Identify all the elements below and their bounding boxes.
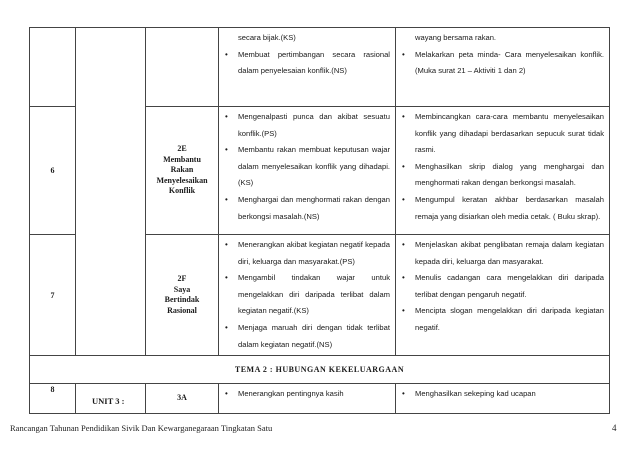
list-item: • Melakarkan peta minda- Cara menyelesaikan konflik. (Muka surat 21 – Aktiviti 1 dan 2) (401, 47, 604, 80)
bullet-icon: • (402, 49, 405, 59)
bullet-icon: • (402, 161, 405, 171)
bullet-icon: • (225, 194, 228, 204)
week-cell: 7 (30, 235, 76, 356)
list-item: • Menghargai dan menghormati rakan dengan berkongsi masalah.(NS) (224, 192, 390, 225)
bullet-icon: • (402, 112, 405, 121)
list-item: • Mengumpul keratan akhbar berdasarkan masalah remaja yang disiarkan oleh media cetak. ( Buku skrap). (401, 192, 604, 225)
week-cell: 8 (30, 384, 76, 414)
list-item: wayang bersama rakan. (415, 33, 497, 42)
bullet-icon: • (225, 112, 228, 121)
activity-cell (396, 235, 610, 356)
unit-cell (76, 28, 146, 356)
list-item: secara bijak.(KS) (238, 33, 296, 42)
bullet-icon: • (225, 389, 228, 399)
bullet-icon: • (402, 194, 405, 204)
bullet-icon: • (225, 49, 228, 59)
activity-cell (396, 384, 610, 414)
outcome-cell (219, 384, 396, 414)
table-row (30, 384, 610, 414)
bullet-icon: • (402, 240, 405, 249)
bullet-icon: • (402, 273, 405, 283)
bullet-icon: • (225, 273, 228, 283)
list-item: • Membantu rakan membuat keputusan wajar dalam menyelesaikan konflik yang dihadapi.(KS) (224, 142, 390, 192)
list-item: • Menghasilkan sekeping kad ucapan (401, 386, 604, 403)
list-item: • Menulis cadangan cara mengelakkan diri daripada terlibat dengan pengaruh negatif. (401, 270, 604, 303)
bullet-icon: • (225, 240, 228, 249)
list-item: • Membincangkan cara-cara membantu menyelesaikan konflik yang dihadapi berdasarkan sepucuk surat tidak rasmi. (401, 109, 604, 159)
unit-cell: UNIT 3 : (76, 384, 146, 414)
list-item: • Menjelaskan akibat penglibatan remaja dalam kegiatan kepada diri, keluarga dan masyarakat. (401, 237, 604, 270)
activity-cell (396, 107, 610, 235)
week-cell: 6 (30, 107, 76, 235)
list-item: • Menghasilkan skrip dialog yang menghargai dan menghormati rakan dengan berkongsi masalah. (401, 159, 604, 192)
week-cell (30, 28, 76, 107)
outcome-cell (219, 107, 396, 235)
bullet-icon: • (225, 145, 228, 155)
standard-cell: 2F Saya Bertindak Rasional (146, 235, 219, 356)
lesson-plan-table (29, 27, 610, 414)
standard-cell: 2E Membantu Rakan Menyelesaikan Konflik (146, 107, 219, 235)
list-item: • Mencipta slogan mengelakkan diri daripada kegiatan negatif. (401, 303, 604, 336)
standard-cell: 3A (146, 384, 219, 414)
standard-cell (146, 28, 219, 107)
page-footer: Rancangan Tahunan Pendidikan Sivik Dan Kewarganegaraan Tingkatan Satu (10, 423, 273, 433)
bullet-icon: • (402, 389, 405, 399)
theme-heading: TEMA 2 : HUBUNGAN KEKELUARGAAN (30, 356, 610, 384)
outcome-cell (219, 28, 396, 107)
list-item: • Mengambil tindakan wajar untuk mengelakkan diri daripada terlibat dalam kegiatan negatif.(KS) (224, 270, 390, 320)
list-item: • Menerangkan akibat kegiatan negatif kepada diri, keluarga dan masyarakat.(PS) (224, 237, 390, 270)
list-item: • Menerangkan pentingnya kasih (224, 386, 390, 403)
outcome-cell (219, 235, 396, 356)
activity-cell (396, 28, 610, 107)
bullet-icon: • (225, 322, 228, 332)
table-row (30, 28, 610, 107)
list-item: • Mengenalpasti punca dan akibat sesuatu konflik.(PS) (224, 109, 390, 142)
list-item: • Membuat pertimbangan secara rasional dalam penyelesaian konflik.(NS) (224, 47, 390, 80)
list-item: • Menjaga maruah diri dengan tidak terlibat dalam kegiatan negatif.(NS) (224, 320, 390, 353)
bullet-icon: • (402, 306, 405, 316)
page-number: 4 (612, 423, 617, 433)
theme-row (30, 356, 610, 384)
